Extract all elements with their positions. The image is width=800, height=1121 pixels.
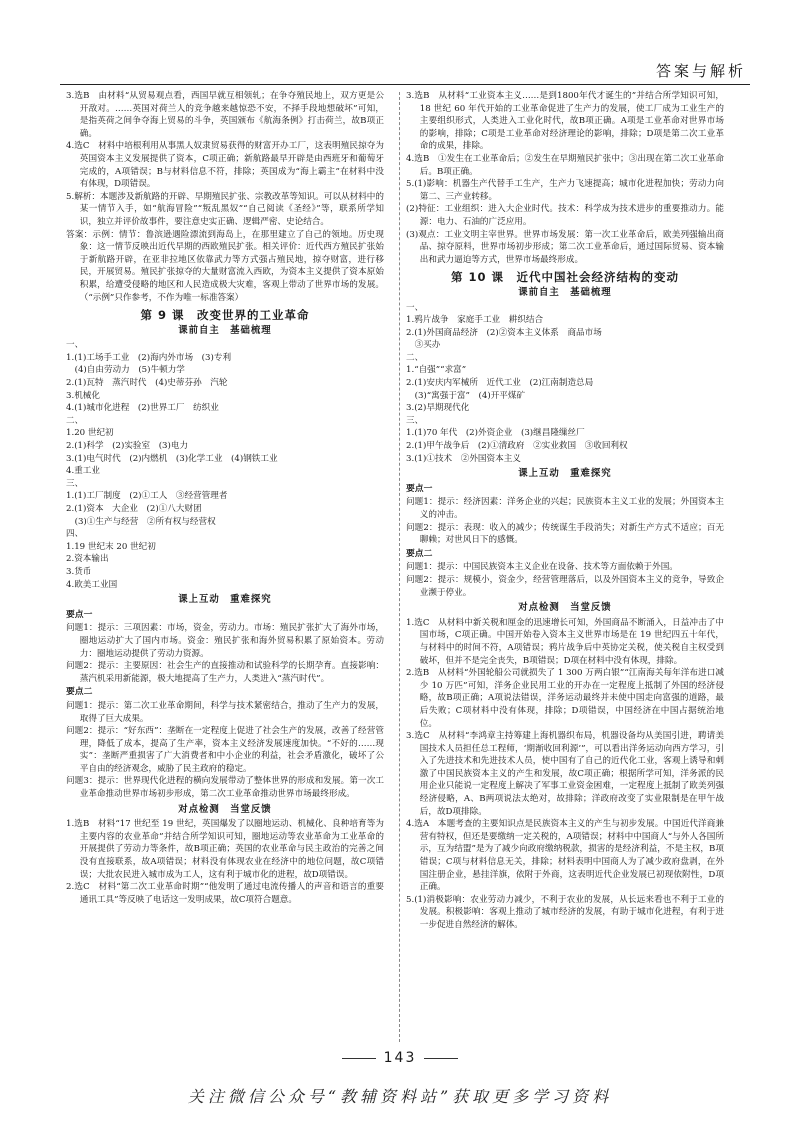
answer-paragraph: 问题3：提示：世界现代化进程的横向发展带动了整体世界的形成和发展。第一次工业革命推动世界市场初步形成，第二次工业革命推动世界市场最终形成。: [66, 776, 384, 800]
answer-paragraph: 1.选C 从材料中新关税和厘金的迅速增长可知，外国商品不断涌入，日益冲击了中国市场，C项正确。中国开始卷入资本主义世界市场是在 19 世纪四五十年代，与材料中的时间不符，A项错误；鸦片战争后中英协定关税，使关税自主权受到破坏，但并不是完全丧失，B项错误；D项在材料中没有体现，排除。: [406, 617, 724, 666]
subsection-label: 要点二: [66, 687, 93, 698]
page-number-dash-left: [342, 1058, 376, 1059]
page-number-value: 143: [383, 1050, 417, 1066]
answer-paragraph: 1.20 世纪初: [66, 428, 114, 439]
answer-paragraph: 答案：示例：情节：鲁滨逊遇险漂流到海岛上，在那里建立了自己的领地。历史现象：这一情节反映出近代早期的西欧殖民扩张。相关评价：近代西方殖民扩张始于新航路开辟，在亚非拉地区依靠武力等方式强占殖民地，掠夺财富，进行移民，开展贸易。殖民扩张掠夺的大量财富流入西欧，为资本主义提供了资本原始积累，给遭受侵略的地区和人民造成极大灾难，客观上带动了世界市场的发展。（“示例”只作参考，不作为唯一标准答案）: [66, 229, 384, 303]
answer-paragraph: 2.选C 材料“第二次工业革命时期”“他发明了通过电流传播人的声音和语言的重要通讯工具”等反映了电话这一发明成果，故C项符合题意。: [66, 882, 384, 905]
answer-paragraph: 5.解析：本题涉及新航路的开辟、早期殖民扩张、宗教改革等知识。可以从材料中的某一情节入手，如“航海冒险”“叛乱黑奴”“自己阅读《圣经》”等，联系所学知识，独立并评价故事件，要注意史实正确、逻辑严密、史论结合。: [66, 191, 384, 227]
answer-paragraph: 2.(1)科学 (2)实验室 (3)电力: [66, 441, 189, 452]
answer-paragraph: (2)特征：工业组织：进入大企业时代。技术：科学成为技术进步的重要推动力。能源：电力、石油的广泛应用。: [406, 204, 724, 227]
page-number: [0, 1050, 800, 1066]
answer-paragraph: 问题2：提示：表现：收入的减少；传统谋生手段消失；对新生产方式不适应；百无聊赖；对世风日下的感慨。: [406, 522, 724, 546]
answer-paragraph: 2.(1)甲午战争后 (2)①清政府 ②实业救国 ③收回利权: [406, 441, 628, 452]
subsection-label: 要点二: [406, 548, 433, 559]
answer-paragraph: 1.“自强”“求富”: [406, 365, 467, 376]
answer-paragraph: 4.重工业: [66, 466, 100, 477]
answer-paragraph: 问题2：提示：“好东西”：垄断在一定程度上促进了社会生产的发展，改善了经营管理，降低了成本，提高了生产率，资本主义经济发展速度加快。“不好的……现实”：垄断严重损害了广大消费者和中小企业的利益，社会矛盾激化，破坏了公平自由的经济观念，威胁了民主政府的稳定。: [66, 726, 384, 774]
answer-paragraph: 2.选B 从材料“外国轮船公司就损失了 1 300 万两白银”“江南海关每年洋布进口减少 10 万匹”可知，洋务企业民用工业的开办在一定程度上抵制了外国的经济侵略，故B项正确；A项说法错误，洋务运动最终并未使中国走向富强的道路，最后失败；C项材料中没有体现，排除；D项错误，中国经济在中国占据统治地位。: [406, 668, 724, 729]
answer-paragraph: 问题2：提示：规模小，资金少，经营管理落后，以及外国资本主义的竞争，导致企业濒于停业。: [406, 574, 724, 598]
answer-paragraph: 1.鸦片战争 家庭手工业 耕织结合: [406, 315, 544, 326]
answer-paragraph: (3)观点：工业文明主宰世界。世界市场发展：第一次工业革命后，欧美列强输出商品、掠夺原料，世界市场初步形成；第二次工业革命后，通过国际贸易、资本输出和武力逼迫等方式，世界市场最终形成。: [406, 229, 724, 265]
lesson-title: 第 9 课 改变世界的工业革命: [140, 308, 310, 323]
answer-paragraph: 四、: [66, 529, 84, 540]
answer-paragraph: 问题1：提示：经济因素：洋务企业的兴起；民族资本主义工业的发展；外国资本主义的冲击。: [406, 497, 724, 520]
section-title: 课前自主 基础梳理: [518, 286, 612, 298]
answer-paragraph: 一、: [406, 302, 424, 313]
page-header: [60, 52, 750, 85]
answer-paragraph: 4.选C 材料中培根利用从事黑人奴隶贸易获得的财富开办工厂，这表明殖民掠夺为英国资本主义发展提供了资本，C项正确；新航路最早开辟是由西班牙和葡萄牙完成的，A项错误；B与材料信息不符，排除；英国成为“海上霸主”在材料中没有体现，D项错误。: [66, 141, 384, 190]
answer-paragraph: 5.(1)影响：机器生产代替手工生产，生产力飞速提高；城市化进程加快；劳动力向第二、三产业转移。: [406, 179, 724, 202]
answer-paragraph: 三、: [406, 415, 424, 426]
answer-paragraph: 2.(1)外国商品经济 (2)②资本主义体系 商品市场: [406, 327, 602, 338]
answer-paragraph: 5.(1)消极影响：农业劳动力减少，不利于农业的发展，从长远来看也不利于工业的发展。积极影响：客观上推动了城市经济的发展，有助于城市化进程，有利于进一步促进自然经济的解体。: [406, 894, 724, 930]
answer-paragraph: 问题2：提示：主要原因：社会生产的直接推动和试验科学的长期孕育。直接影响：蒸汽机采用新能源，极大地提高了生产力，人类进入“蒸汽时代”。: [66, 661, 384, 684]
answer-paragraph: 问题1：提示：三项因素：市场，资金，劳动力。市场：殖民扩张扩大了海外市场，圈地运动扩大了国内市场。资金：殖民扩张和海外贸易积累了原始资本。劳动力：圈地运动提供了劳动力资源。: [66, 623, 384, 659]
answer-paragraph: 3.选B 从材料“工业资本主义……是到1800年代才诞生的”并结合所学知识可知，18 世纪 60 年代开始的工业革命促进了生产力的发展，使工厂成为工业生产的主要组织形式，人类进入工业化时代，故B项正确。A项是工业革命对世界市场的影响，排除；C项是工业革命对经济理论的影响，排除；D项是第二次工业革命的成果，排除。: [406, 91, 724, 152]
answer-paragraph: 问题1：提示：中国民族资本主义企业在设备、技术等方面依赖于外国。: [406, 562, 678, 573]
answer-paragraph: 3.(1)①技术 ②外国资本主义: [406, 453, 521, 464]
answer-paragraph: (4)自由劳动力 (5)牛顿力学: [66, 365, 185, 376]
answer-paragraph: 1.选B 材料“17 世纪至 19 世纪，英国爆发了以圈地运动、机械化、良种培育等为主要内容的农业革命”并结合所学知识可知，圈地运动等农业革命为工业革命的开展提供了劳动力等条件，故B项正确；英国的农业革命与民主政治的完善之间没有直接联系，故A项错误；材料没有体现农业在经济中的地位问题，故C项错误；大批农民进入城市成为工人，这有利于城市化的进程，故D项错误。: [66, 819, 384, 880]
answer-paragraph: 4.选B ①发生在工业革命后；②发生在早期殖民扩张中；③出现在第二次工业革命后。B项正确。: [406, 153, 724, 177]
answer-paragraph: 问题1：提示：第二次工业革命期间，科学与技术紧密结合，推动了生产力的发展，取得了巨大成果。: [66, 700, 384, 724]
answer-paragraph: (3)①生产与经营 ②所有权与经营权: [66, 516, 216, 527]
section-title: 课前自主 基础梳理: [178, 324, 272, 336]
answer-paragraph: 三、: [66, 478, 84, 489]
answer-paragraph: 2.(1)安庆内军械所 近代工业 (2)江南制造总局: [406, 378, 594, 389]
section-title: 对点检测 当堂反馈: [178, 803, 272, 815]
section-title: 对点检测 当堂反馈: [518, 602, 612, 614]
answer-paragraph: 1.(1)工厂制度 (2)①工人 ③经营管理者: [66, 491, 228, 502]
answer-paragraph: ③买办: [406, 340, 441, 351]
answer-paragraph: 1.19 世纪末 20 世纪初: [66, 541, 156, 552]
subsection-label: 要点一: [66, 609, 93, 620]
header-title: 答案与解析: [655, 62, 746, 80]
answer-paragraph: 3.选B 由材料“从贸易观点看，西国早就互相领轧；在争夺殖民地上，双方更是公开敌对。……英国对荷兰人的竞争越来越惊恐不安，不择手段地想破坏”可知，是指英荷之间争夺海上贸易的斗争，英国颁布《航海条例》打击荷兰，故B项正确。: [66, 91, 384, 139]
answer-paragraph: 1.(1)70 年代 (2)外资企业 (3)继昌隆缫丝厂: [406, 428, 585, 439]
answer-paragraph: 1.(1)工场手工业 (2)海内外市场 (3)专利: [66, 352, 232, 363]
answer-paragraph: 3.选C 从材料“李鸿章主持筹建上海机器织布局，机器设备均从美国引进，聘请美国技术人员担任总工程师，‘期渐收回利源’”，可以看出洋务运动向西方学习，引入了先进技术和先进技术人员，使中国有了自己的近代化工业，客观上诱导和刺激了中国民族资本主义的产生和发展，故C项正确；根据所学可知，洋务派的民用企业只能说一定程度上解决了军事工业资金困难，一定程度上抵制了欧美列强经济侵略，A、B两项说法太绝对，故排除；洋政府改变了实业限制是在甲午战后，故D项排除。: [406, 731, 724, 817]
answer-paragraph: 4.选A 本题考查的主要知识点是民族资本主义的产生与初步发展。中国近代洋商兼营有特权，但还是要缴纳一定关税的，A项错误；材料中中国商人“与外人各国所示，互为结盟”是为了减少向政府缴纳税款，损害的是经济利益，不是主权，B项错误；C项与材料信息无关，排除；材料表明中国商人为了减少政府盘剥，在外国注册企业，悬挂洋旗，依附于外商，这表明近代企业发展已初现依附性，D项正确。: [406, 819, 724, 893]
answer-paragraph: 4.欧美工业国: [66, 579, 118, 590]
right-column: [406, 90, 724, 1045]
column-divider: [399, 92, 400, 1042]
lesson-title: 第 10 课 近代中国社会经济结构的变动: [450, 270, 679, 285]
answer-paragraph: 2.(1)资本 大企业 (2)①八大财团: [66, 504, 202, 514]
answer-paragraph: 3.(2)早期现代化: [406, 403, 470, 414]
answer-paragraph: 3.货币: [66, 566, 92, 577]
section-title: 课上互动 重难探究: [518, 468, 612, 480]
answer-paragraph: 4.(1)城市化进程 (2)世界工厂 纺织业: [66, 403, 219, 414]
answer-paragraph: 二、: [406, 352, 424, 363]
answer-paragraph: (3)“寓强于富” (4)开平煤矿: [406, 390, 526, 401]
section-title: 课上互动 重难探究: [178, 594, 272, 606]
answer-paragraph: 一、: [66, 340, 84, 351]
answer-paragraph: 2.(1)瓦特 蒸汽时代 (4)史蒂芬孙 汽轮: [66, 378, 228, 389]
subsection-label: 要点一: [406, 483, 433, 494]
answer-paragraph: 3.(1)电气时代 (2)内燃机 (3)化学工业 (4)钢铁工业: [66, 453, 278, 464]
page-number-dash-right: [424, 1058, 458, 1059]
answer-paragraph: 二、: [66, 415, 84, 426]
left-column: [66, 90, 384, 1045]
answer-paragraph: 2.资本输出: [66, 554, 109, 565]
answer-paragraph: 3.机械化: [66, 390, 100, 401]
footer-watermark: 关注微信公众号“教辅资料站”获取更多学习资料: [187, 1087, 613, 1106]
